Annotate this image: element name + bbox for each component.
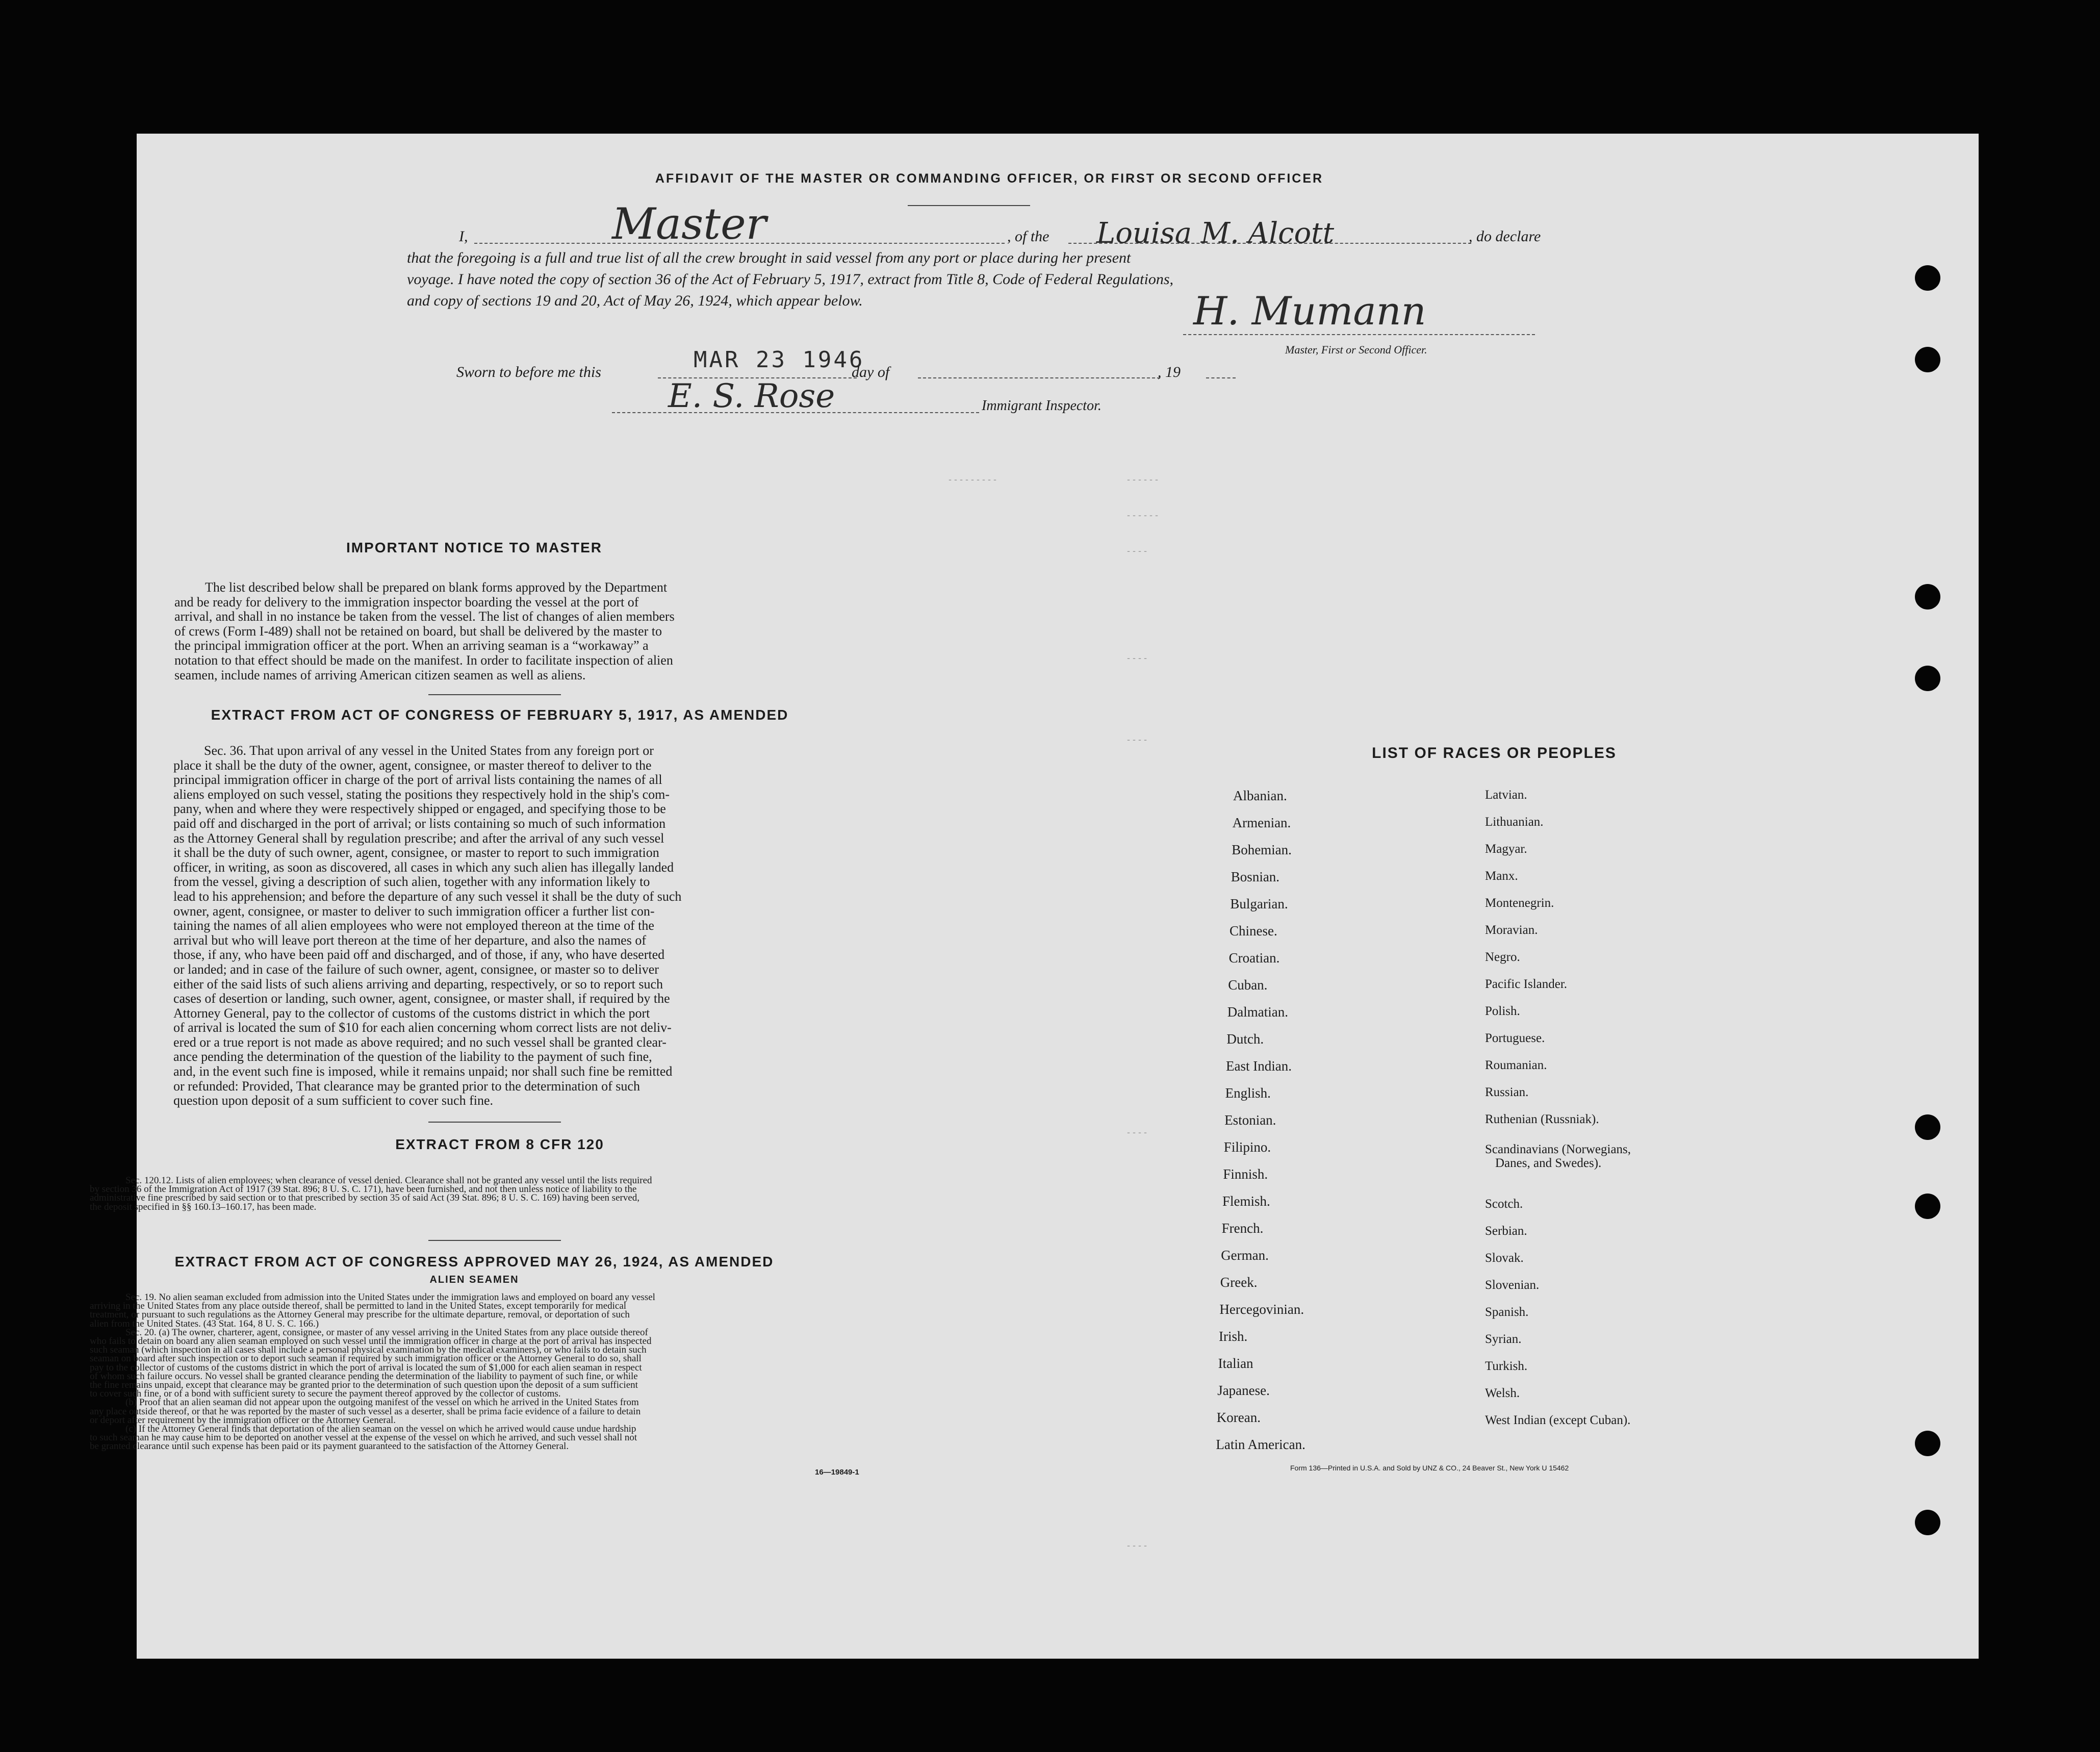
extract-line: place it shall be the duty of the owner, agent, consignee, or master thereof to deliver to the bbox=[173, 757, 652, 773]
punch-hole bbox=[1915, 1431, 1940, 1456]
race-item: Dutch. bbox=[1226, 1031, 1264, 1047]
extract-1924-line: to cover such fine, or of a bond with sufficient surety to secure the payment thereof approved by the collector of customs. bbox=[90, 1388, 561, 1400]
extract-1924-line: such seaman (which inspection in all cases shall include a personal physical examination by the medical examiners), or who fails to detain such bbox=[90, 1344, 647, 1356]
race-item: Dalmatian. bbox=[1227, 1004, 1289, 1020]
race-item: Finnish. bbox=[1223, 1166, 1268, 1182]
extract-line: cases of desertion or landing, such owner, agent, consignee, or master shall, if required by the bbox=[173, 991, 670, 1006]
handwritten-rank: Master bbox=[612, 199, 766, 249]
bleed-through-mark: - - - - - - bbox=[1127, 474, 1158, 485]
punch-hole bbox=[1915, 1114, 1940, 1140]
extract-line: or landed; and in case of the failure of such owner, agent, consignee, or master so to deliver bbox=[173, 961, 659, 977]
notice-line: notation to that effect should be made on the manifest. In order to facilitate inspection of alien bbox=[174, 652, 673, 668]
inspector-signature: E. S. Rose bbox=[668, 377, 835, 415]
bleed-through-mark: - - - - - - - - - bbox=[949, 474, 996, 485]
extract-line: from the vessel, giving a description of such alien, together with any information likely to bbox=[173, 874, 650, 890]
extract-line: of arrival is located the sum of $10 for each alien concerning whom correct lists are not deliv- bbox=[173, 1020, 672, 1035]
race-item: Japanese. bbox=[1217, 1383, 1270, 1398]
notice-line: the principal immigration officer at the port. When an arriving seaman is a “workaway” a bbox=[174, 638, 649, 653]
affidavit-i: I, bbox=[459, 228, 468, 245]
race-item: Moravian. bbox=[1485, 923, 1538, 937]
extract-line: either of the said lists of such aliens arriving and departing, respectively, or so to report such bbox=[173, 976, 663, 992]
notice-body bbox=[174, 580, 793, 682]
extract-line: ered or a true report is not made as above required; and no such vessel shall be granted clear- bbox=[173, 1034, 667, 1050]
race-item: Hercegovinian. bbox=[1219, 1302, 1304, 1317]
affidavit-line-3: voyage. I have noted the copy of section 36 of the Act of February 5, 1917, extract from Title 8, Code of Federal Regulations, bbox=[407, 271, 1174, 288]
month-line bbox=[918, 377, 1160, 378]
race-item: Danes, and Swedes). bbox=[1495, 1156, 1602, 1170]
notice-line: arrival, and shall in no instance be taken from the vessel. The list of changes of alien members bbox=[174, 609, 675, 624]
race-item: Lithuanian. bbox=[1485, 815, 1544, 829]
alien-seamen-subheading: ALIEN SEAMEN bbox=[429, 1274, 519, 1285]
inspector-line bbox=[612, 412, 979, 413]
race-item: Turkish. bbox=[1485, 1359, 1528, 1373]
inspector-caption: Immigrant Inspector. bbox=[982, 398, 1102, 414]
race-item: Spanish. bbox=[1485, 1305, 1529, 1319]
race-item: Serbian. bbox=[1485, 1224, 1527, 1238]
cfr-line: Sec. 120.12. Lists of alien employees; when clearance of vessel denied. Clearance shall not be granted any vessel until the lists required bbox=[125, 1175, 652, 1186]
race-item: Welsh. bbox=[1485, 1386, 1520, 1400]
bleed-through-mark: - - - - bbox=[1127, 546, 1147, 556]
day-of-label: day of bbox=[852, 364, 890, 380]
race-item: Armenian. bbox=[1232, 815, 1291, 830]
section-rule bbox=[428, 1122, 561, 1123]
handwritten-vessel: Louisa M. Alcott bbox=[1096, 217, 1335, 250]
bleed-through-mark: - - - - - - bbox=[1127, 510, 1158, 520]
punch-hole bbox=[1915, 1194, 1940, 1219]
extract-1917-heading: EXTRACT FROM ACT OF CONGRESS OF FEBRUARY 5, 1917, AS AMENDED bbox=[211, 707, 789, 723]
cfr-line: by section 36 of the Immigration Act of 1917 (39 Stat. 896; 8 U. S. C. 171), have been furnished, and not then unless notice of liability to the bbox=[90, 1184, 637, 1195]
race-item: Latvian. bbox=[1485, 788, 1527, 802]
extract-line: ance pending the determination of the question of the liability to the payment of such fine, bbox=[173, 1049, 652, 1064]
race-item: Magyar. bbox=[1485, 842, 1527, 856]
race-item: Negro. bbox=[1485, 950, 1520, 964]
bleed-through-mark: - - - - bbox=[1127, 1540, 1147, 1551]
punch-hole bbox=[1915, 584, 1940, 610]
bleed-through-mark: - - - - bbox=[1127, 653, 1147, 663]
cfr-body bbox=[90, 1176, 885, 1211]
race-item: Korean. bbox=[1216, 1410, 1261, 1425]
extract-1924-line: or deport after requirement by the immigration officer or the Attorney General. bbox=[90, 1414, 396, 1426]
race-item: Albanian. bbox=[1233, 788, 1287, 803]
extract-line: Attorney General, pay to the collector of customs of the customs district in which the port bbox=[173, 1005, 650, 1021]
race-item: Russian. bbox=[1485, 1085, 1529, 1099]
race-item: Greek. bbox=[1220, 1275, 1258, 1290]
races-heading: LIST OF RACES OR PEOPLES bbox=[1372, 745, 1617, 761]
affidavit-line-2: that the foregoing is a full and true list of all the crew brought in said vessel from any port or place during her present bbox=[407, 249, 1131, 266]
extract-1924-line: any place outside thereof, or that he was reported by the master of such vessel as a deserter, shall be prima facie evidence of a failure to detain bbox=[90, 1406, 641, 1417]
master-signature: H. Mumann bbox=[1193, 288, 1426, 334]
race-item: Irish. bbox=[1219, 1329, 1248, 1344]
extract-line: lead to his apprehension; and before the departure of any such vessel it shall be the duty of such bbox=[173, 888, 682, 904]
race-item: Filipino. bbox=[1223, 1139, 1271, 1155]
affidavit-do-declare: , do declare bbox=[1469, 228, 1541, 245]
extract-1924-line: who fails to detain on board any alien seaman employed on such vessel until the immigration officer in charge at the port of arrival has inspected bbox=[90, 1336, 652, 1347]
extract-line: aliens employed on such vessel, stating the positions they respectively hold in the ship's com- bbox=[173, 786, 670, 802]
affidavit-line-4: and copy of sections 19 and 20, Act of May 26, 1924, which appear below. bbox=[407, 292, 863, 309]
race-item: Scandinavians (Norwegians, bbox=[1485, 1142, 1631, 1156]
extract-1924-line: of whom such failure occurs. No vessel shall be granted clearance pending the determination of the liability to payment of such fine, or while bbox=[90, 1370, 638, 1382]
extract-line: question upon deposit of a sum sufficient to cover such fine. bbox=[173, 1093, 494, 1108]
race-item: Pacific Islander. bbox=[1485, 977, 1568, 991]
extract-1924-line: the fine remains unpaid, except that clearance may be granted prior to the determination of such question upon the deposit of a sum sufficient bbox=[90, 1380, 638, 1391]
race-item: French. bbox=[1221, 1221, 1264, 1236]
extract-line: it shall be the duty of such owner, agent, consignee, or master to report to such immigration bbox=[173, 845, 659, 860]
race-item: Montenegrin. bbox=[1485, 896, 1554, 910]
notice-line: The list described below shall be prepared on blank forms approved by the Department bbox=[205, 580, 668, 595]
form-code: 16—19849-1 bbox=[815, 1468, 859, 1477]
race-item: Estonian. bbox=[1224, 1112, 1276, 1128]
date-stamp: MAR 23 1946 bbox=[694, 347, 865, 373]
year-line bbox=[1206, 377, 1236, 378]
punch-hole bbox=[1915, 666, 1940, 691]
race-item: Chinese. bbox=[1230, 923, 1277, 938]
extract-1924-line: be granted clearance until such expense has been paid or its payment guaranteed to the satisfaction of the Attorney General. bbox=[90, 1441, 569, 1452]
master-caption: Master, First or Second Officer. bbox=[1285, 343, 1427, 356]
punch-hole bbox=[1915, 265, 1940, 291]
extract-line: and, in the event such fine is imposed, while it remains unpaid; nor shall such fine be remitted bbox=[173, 1064, 673, 1079]
extract-1924-heading: EXTRACT FROM ACT OF CONGRESS APPROVED MAY 26, 1924, AS AMENDED bbox=[174, 1254, 774, 1269]
punch-hole bbox=[1915, 1510, 1940, 1535]
race-item: Croatian. bbox=[1228, 950, 1280, 966]
race-item: Polish. bbox=[1485, 1004, 1520, 1018]
race-item: East Indian. bbox=[1226, 1058, 1292, 1074]
cfr-heading: EXTRACT FROM 8 CFR 120 bbox=[395, 1136, 604, 1152]
extract-1924-line: treatment, or pursuant to such regulations as the Attorney General may prescribe for the ultimate departure, removal, or deportation of such bbox=[90, 1309, 630, 1321]
printer-footer: Form 136—Printed in U.S.A. and Sold by UNZ & CO., 24 Beaver St., New York U 15462 bbox=[1290, 1464, 1569, 1472]
section-rule bbox=[428, 1240, 561, 1241]
notice-heading: IMPORTANT NOTICE TO MASTER bbox=[346, 540, 603, 555]
extract-line: officer, in writing, as soon as discovered, all cases in which any such alien has illegally landed bbox=[173, 859, 674, 875]
cfr-line: administrative fine prescribed by said section or to that prescribed by section 35 of said Act (39 Stat. 896; 8 U. S. C. 169) having been served, bbox=[90, 1192, 640, 1204]
race-item: Syrian. bbox=[1485, 1332, 1522, 1346]
race-item: Italian bbox=[1218, 1356, 1253, 1371]
race-item: Flemish. bbox=[1222, 1194, 1270, 1209]
extract-line: taining the names of all alien employees who were not employed thereon at the time of the bbox=[173, 918, 654, 933]
race-item: Cuban. bbox=[1228, 977, 1268, 993]
extract-line: arrival but who will leave port thereon at the time of her departure, and also the names of bbox=[173, 932, 646, 948]
extract-1917-body bbox=[173, 744, 790, 1108]
race-item: West Indian (except Cuban). bbox=[1485, 1413, 1631, 1427]
notice-line: of crews (Form I-489) shall not be retained on board, but shall be delivered by the master to bbox=[174, 623, 662, 639]
race-item: English. bbox=[1225, 1085, 1271, 1101]
notice-line: and be ready for delivery to the immigration inspector boarding the vessel at the port of bbox=[174, 594, 639, 610]
extract-line: or refunded: Provided, That clearance may be granted prior to the determination of such bbox=[173, 1078, 640, 1094]
extract-1924-line: pay to the collector of customs of the customs district in which the port of arrival is located the sum of $1,000 for each alien seaman in respect bbox=[90, 1362, 642, 1373]
extract-line: pany, when and where they were respectively shipped or engaged, and specifying those to be bbox=[173, 801, 666, 817]
race-item: Bosnian. bbox=[1231, 869, 1280, 884]
extract-line: paid off and discharged in the port of arrival; or lists containing so much of such information bbox=[173, 816, 666, 831]
signature-line bbox=[1183, 334, 1535, 335]
title-rule bbox=[908, 205, 1030, 206]
race-item: Slovenian. bbox=[1485, 1278, 1540, 1292]
bleed-through-mark: - - - - bbox=[1127, 734, 1147, 745]
race-item: Ruthenian (Russniak). bbox=[1485, 1112, 1599, 1126]
extract-1924-body bbox=[90, 1293, 885, 1451]
race-item: Bohemian. bbox=[1232, 842, 1292, 857]
race-item: Manx. bbox=[1485, 869, 1518, 883]
extract-1924-line: arriving in the United States from any place outside thereof, shall be permitted to land in the United States, except temporarily for medical bbox=[90, 1301, 627, 1312]
extract-line: as the Attorney General shall by regulation prescribe; and after the arrival of any such vessel bbox=[173, 830, 664, 846]
extract-line: owner, agent, consignee, or master to deliver to such immigration officer a further list con- bbox=[173, 903, 655, 919]
race-item: Bulgarian. bbox=[1230, 896, 1288, 911]
race-item: Roumanian. bbox=[1485, 1058, 1547, 1072]
bleed-through-mark: - - - - bbox=[1127, 1127, 1147, 1137]
extract-1924-line: to such seaman he may cause him to be deported on another vessel at the expense of the vessel on which he arrived, and such vessel shall not bbox=[90, 1432, 637, 1443]
notice-line: seamen, include names of arriving American citizen seamen as well as aliens. bbox=[174, 667, 586, 682]
race-item: Slovak. bbox=[1485, 1251, 1524, 1265]
extract-1924-line: alien from the United States. (43 Stat. 164, 8 U. S. C. 166.) bbox=[90, 1318, 319, 1329]
extract-line: those, if any, who have been paid off and discharged, and of those, if any, who have deserted bbox=[173, 947, 665, 962]
race-item: Portuguese. bbox=[1485, 1031, 1545, 1045]
sworn-prefix: Sworn to before me this bbox=[456, 364, 601, 380]
cfr-line: the deposit specified in §§ 160.13–160.17, has been made. bbox=[90, 1201, 317, 1212]
extract-line: principal immigration officer in charge of the port of arrival lists containing the names of all bbox=[173, 772, 662, 788]
extract-1924-line: seaman on board after such inspection or to deport such seaman if required by such immigration officer or the Attorney General to do so, shall bbox=[90, 1353, 642, 1364]
extract-1924-line: Sec. 20. (a) The owner, charterer, agent, consignee, or master of any vessel arriving in the United States from any place outside thereof bbox=[125, 1327, 648, 1338]
punch-hole bbox=[1915, 347, 1940, 372]
section-rule bbox=[428, 694, 561, 695]
extract-1924-line: Sec. 19. No alien seaman excluded from admission into the United States under the immigration laws and employed on board any vessel bbox=[125, 1292, 655, 1303]
extract-1924-line: (c) If the Attorney General finds that deportation of the alien seaman on the vessel on which he arrived would cause undue hardship bbox=[125, 1424, 636, 1435]
affidavit-of-the: , of the bbox=[1007, 228, 1049, 245]
year-prefix: , 19 bbox=[1158, 364, 1181, 380]
race-item: Latin American. bbox=[1216, 1437, 1305, 1452]
race-item: German. bbox=[1221, 1248, 1269, 1263]
extract-line: Sec. 36. That upon arrival of any vessel in the United States from any foreign port or bbox=[204, 743, 654, 758]
affidavit-title: AFFIDAVIT OF THE MASTER OR COMMANDING OFFICER, OR FIRST OR SECOND OFFICER bbox=[655, 171, 1324, 186]
extract-1924-line: (b) Proof that an alien seaman did not appear upon the outgoing manifest of the vessel on which he arrived in the United States from bbox=[125, 1397, 639, 1408]
race-item: Scotch. bbox=[1485, 1197, 1523, 1211]
